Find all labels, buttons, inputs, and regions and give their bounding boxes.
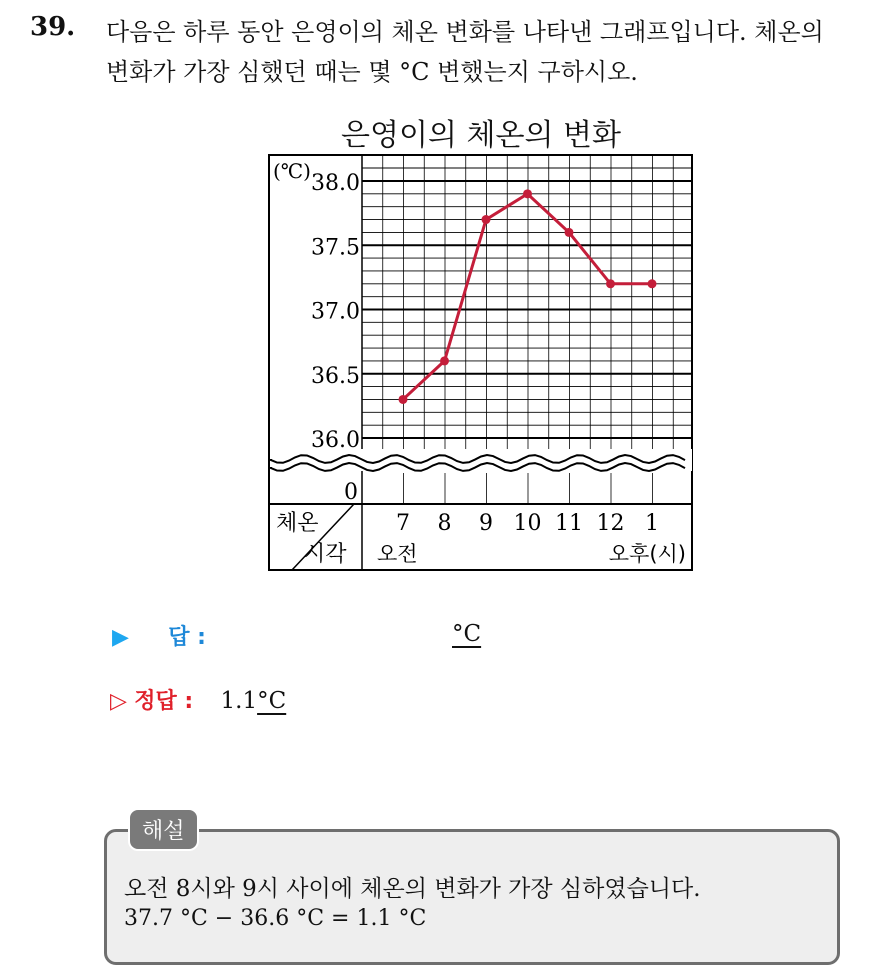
solution-line-2: 37.7 °C − 36.6 °C = 1.1 °C (124, 906, 427, 931)
y-tick-label: 38.0 (311, 171, 360, 196)
question-line-2: 변화가 가장 심했던 때는 몇 °C 변했는지 구하시오. (106, 58, 638, 86)
x-tick-label: 9 (479, 511, 493, 536)
data-point (482, 215, 491, 224)
y-tick-label: 36.5 (311, 363, 360, 389)
data-point (565, 228, 574, 237)
y-tick-label: 37.5 (311, 235, 360, 261)
correct-answer-value: 1.1 (220, 688, 258, 714)
correct-answer-label: 정답 : (134, 689, 194, 714)
y-tick-label: 37.0 (311, 299, 360, 325)
question-number: 39. (30, 12, 76, 42)
correct-answer-row (110, 684, 286, 715)
corner-label-top: 체온 (276, 511, 319, 536)
data-point (523, 189, 532, 198)
unit-label: (℃) (273, 159, 311, 183)
x-tick-label: 1 (645, 511, 659, 536)
x-tick-label: 8 (437, 511, 452, 536)
data-point (399, 395, 408, 404)
answer-row (112, 620, 206, 651)
outline-triangle-icon: ▷ (110, 689, 127, 714)
x-tick-label: 11 (555, 511, 583, 536)
solution-tab: 해설 (128, 808, 199, 851)
question-line-1: 다음은 하루 동안 은영이의 체온 변화를 나타낸 그래프입니다. 체온의 (106, 18, 824, 46)
chart-frame (269, 155, 692, 570)
y-zero-label: 0 (344, 480, 358, 505)
data-point (606, 279, 615, 288)
corner-label-bottom: 시각 (304, 542, 347, 567)
data-point (440, 356, 449, 365)
answer-label: 답 : (168, 625, 206, 650)
answer-unit: °C (452, 621, 482, 647)
temperature-chart (262, 150, 702, 580)
x-tick-label: 10 (513, 511, 542, 536)
x-tick-label: 12 (596, 511, 625, 536)
pm-label: 오후(시) (608, 542, 686, 566)
solution-line-1: 오전 8시와 9시 사이에 체온의 변화가 가장 심하였습니다. (124, 876, 701, 902)
play-triangle-icon: ▶ (112, 625, 129, 650)
x-tick-label: 7 (396, 511, 410, 536)
am-label: 오전 (377, 542, 418, 566)
correct-answer-unit: °C (257, 688, 287, 714)
data-point (648, 279, 657, 288)
y-tick-label: 36.0 (311, 428, 360, 453)
chart-title: 은영이의 체온의 변화 (341, 118, 621, 153)
question-text (106, 12, 866, 92)
